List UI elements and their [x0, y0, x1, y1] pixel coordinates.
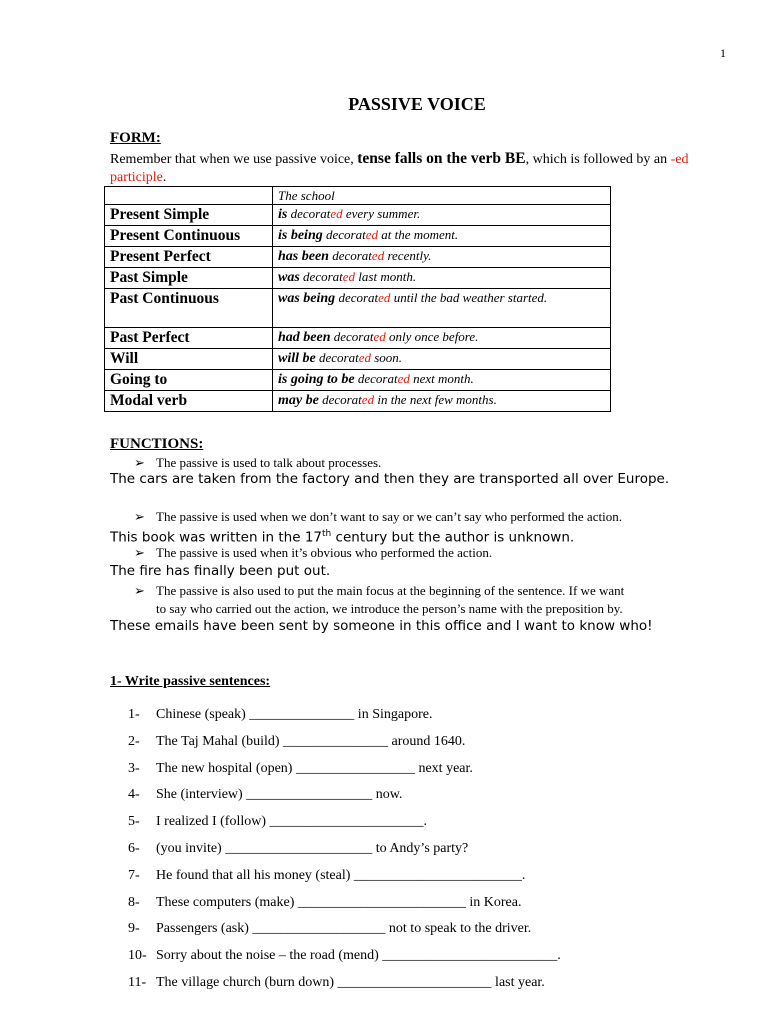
- item-text: He found that all his money (steal) ________________________.: [156, 867, 526, 883]
- table-row: [105, 226, 611, 247]
- tense-name: Past Continuous: [105, 289, 273, 328]
- tense-example: [273, 205, 611, 226]
- verb-stem: decorat: [330, 329, 374, 344]
- tense-example: [273, 370, 611, 391]
- tense-example: [273, 328, 611, 349]
- item-number: 3-: [128, 760, 140, 776]
- example-rest: in the next few months.: [374, 392, 497, 407]
- tense-name: Will: [105, 349, 273, 370]
- table-header-blank: [105, 187, 273, 205]
- item-text: Sorry about the noise – the road (mend) _________________________.: [156, 948, 561, 964]
- bullet-text-line1: The passive is also used to put the main focus at the beginning of the sentence. If we want: [156, 583, 625, 598]
- exercise-item: [128, 706, 432, 724]
- arrow-bullet-icon: ➢: [134, 509, 145, 524]
- form-intro: [110, 150, 730, 187]
- bullet-text: The passive is used when it’s obvious who performed the action.: [156, 545, 493, 560]
- table-row: [105, 328, 611, 349]
- item-number: 4-: [128, 787, 140, 803]
- intro-text-a: Remember that when we use passive voice,: [110, 152, 358, 167]
- table-subject: The school: [273, 187, 611, 205]
- intro-text-b: , which is followed by an: [525, 152, 671, 167]
- be-form: was being: [278, 291, 336, 306]
- tense-example: [273, 289, 611, 328]
- form-heading: FORM:: [110, 130, 161, 146]
- item-text: I realized I (follow) ______________________.: [156, 814, 427, 830]
- item-text: Passengers (ask) ___________________ not to speak to the driver.: [156, 921, 532, 937]
- verb-stem: decorat: [315, 350, 359, 365]
- exercise-item: [128, 840, 468, 858]
- be-form: had been: [278, 330, 331, 345]
- verb-stem: decorat: [354, 371, 398, 386]
- function-example-3: The fire has finally been put out.: [110, 563, 331, 579]
- bullet-text-line2: to say who carried out the action, we introduce the person’s name with the preposition by.: [156, 601, 623, 616]
- verb-stem: decorat: [287, 206, 331, 221]
- item-number: 5-: [128, 814, 140, 830]
- be-form: was: [278, 270, 300, 285]
- be-form: will be: [278, 351, 316, 366]
- tense-name: Present Simple: [105, 205, 273, 226]
- example-superscript: th: [322, 529, 332, 539]
- arrow-bullet-icon: ➢: [134, 583, 145, 598]
- exercise-item: [128, 733, 465, 751]
- example-rest: every summer.: [342, 206, 421, 221]
- arrow-bullet-icon: ➢: [134, 455, 145, 470]
- verb-stem: decorat: [328, 248, 372, 263]
- item-number: 6-: [128, 841, 140, 856]
- example-text-a: This book was written in the 17: [110, 529, 323, 546]
- tense-name: Modal verb: [105, 391, 273, 412]
- exercise-item: [128, 867, 525, 885]
- ed-suffix: ed: [330, 206, 343, 221]
- verb-stem: decorat: [299, 269, 343, 284]
- table-header-row: [105, 187, 611, 205]
- bullet-text: The passive is used to talk about processes.: [156, 455, 382, 470]
- example-text-b: century but the author is unknown.: [331, 529, 575, 546]
- arrow-bullet-icon: ➢: [134, 545, 145, 560]
- tense-example: [273, 349, 611, 370]
- ed-suffix: ed: [397, 371, 410, 386]
- item-number: 7-: [128, 867, 140, 883]
- item-number: 9-: [128, 921, 140, 937]
- exercise-item: [128, 894, 521, 912]
- page-number: 1: [720, 46, 726, 60]
- ed-suffix: ed: [373, 329, 386, 344]
- intro-emphasis: tense falls on the verb BE: [357, 150, 526, 167]
- function-bullet-3: [134, 544, 492, 562]
- table-row: [105, 289, 611, 328]
- bullet-text: The passive is used when we don’t want to say or we can’t say who performed the action.: [156, 509, 622, 524]
- ed-suffix: ed: [358, 350, 371, 365]
- example-rest: next month.: [409, 371, 474, 386]
- function-bullet-4: [134, 582, 624, 618]
- example-rest: until the bad weather started.: [390, 290, 548, 305]
- item-text: The village church (burn down) ______________________ last year.: [156, 975, 545, 990]
- item-text: Chinese (speak) _______________ in Singapore.: [156, 707, 433, 722]
- table-row: [105, 391, 611, 412]
- tense-name: Going to: [105, 370, 273, 391]
- ed-suffix: ed: [378, 290, 391, 305]
- exercise-item: [128, 920, 531, 938]
- verb-stem: decorat: [335, 290, 379, 305]
- tense-name: Present Perfect: [105, 247, 273, 268]
- be-form: may be: [278, 393, 319, 408]
- be-form: is: [278, 207, 288, 222]
- ed-suffix: ed: [361, 392, 375, 407]
- be-form: is being: [278, 228, 323, 243]
- function-example-1: The cars are taken from the factory and then they are transported all over Europe.: [110, 471, 670, 487]
- example-rest: last month.: [355, 269, 417, 284]
- table-row: [105, 370, 611, 391]
- be-form: has been: [278, 249, 329, 264]
- item-number: 8-: [128, 894, 140, 910]
- item-text: The Taj Mahal (build) _______________ around 1640.: [156, 733, 466, 749]
- item-text: (you invite) _____________________ to Andy’s party?: [156, 841, 469, 856]
- tense-table: [104, 186, 611, 412]
- ed-suffix: ed: [371, 248, 385, 263]
- page-title: PASSIVE VOICE: [348, 94, 486, 114]
- item-number: 2-: [128, 733, 140, 749]
- intro-end: .: [162, 170, 167, 185]
- function-bullet-2: [134, 508, 622, 526]
- exercise-item: [128, 947, 561, 965]
- item-text: She (interview) __________________ now.: [156, 787, 403, 803]
- table-row: [105, 268, 611, 289]
- tense-example: [273, 268, 611, 289]
- exercise-item: [128, 974, 545, 992]
- ed-suffix: ed: [365, 227, 378, 242]
- table-row: [105, 349, 611, 370]
- example-rest: recently.: [384, 248, 432, 263]
- example-rest: only once before.: [385, 329, 479, 344]
- item-number: 10-: [128, 948, 147, 964]
- verb-stem: decorat: [322, 227, 366, 242]
- example-rest: soon.: [370, 350, 403, 365]
- tense-name: Present Continuous: [105, 226, 273, 247]
- ed-suffix: ed: [342, 269, 356, 284]
- function-example-4: These emails have been sent by someone in this office and I want to know who!: [110, 618, 653, 634]
- exercise-item: [128, 786, 402, 804]
- functions-heading: FUNCTIONS:: [110, 436, 204, 452]
- be-form: is going to be: [278, 372, 355, 387]
- tense-example: [273, 391, 611, 412]
- item-text: These computers (make) ________________________ in Korea.: [156, 894, 522, 910]
- tense-name: Past Simple: [105, 268, 273, 289]
- item-text: The new hospital (open) _________________ next year.: [156, 760, 473, 776]
- table-row: [105, 205, 611, 226]
- exercise-item: [128, 760, 473, 778]
- verb-stem: decorat: [318, 392, 362, 407]
- intro-red-text: -ed participle: [110, 152, 689, 185]
- tense-example: [273, 247, 611, 268]
- example-rest: at the moment.: [377, 227, 459, 242]
- exercise-heading: 1- Write passive sentences:: [110, 674, 271, 689]
- table-row: [105, 247, 611, 268]
- item-number: 11-: [128, 975, 147, 990]
- tense-example: [273, 226, 611, 247]
- item-number: 1-: [128, 707, 140, 722]
- tense-name: Past Perfect: [105, 328, 273, 349]
- exercise-item: [128, 813, 427, 831]
